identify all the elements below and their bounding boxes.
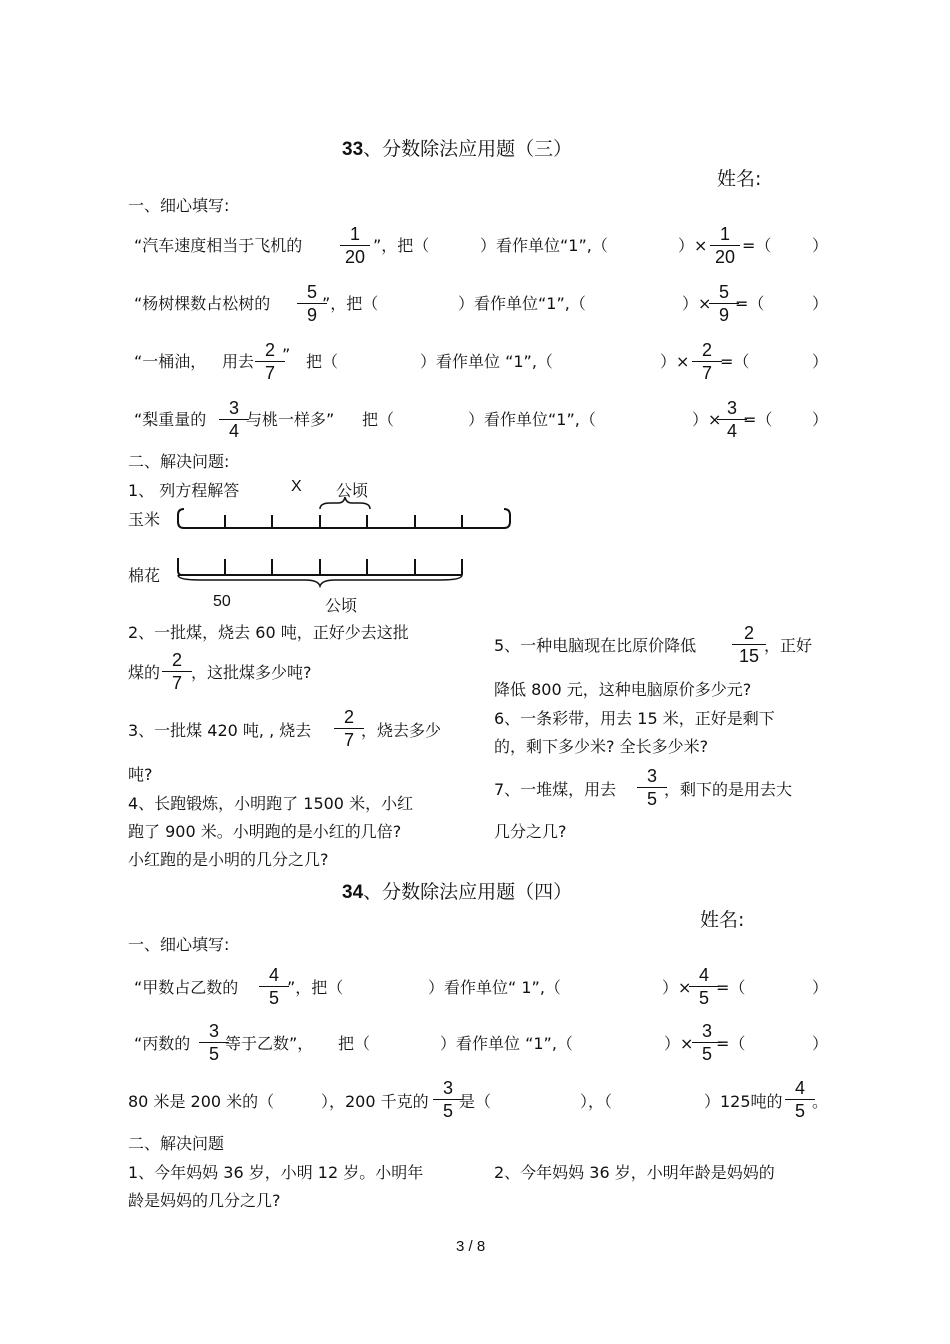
question-2-fraction: $\frac{2}{7}$ [162, 649, 192, 694]
unknown-x-label: X [291, 478, 302, 495]
s34-row-2-text-d: ）看作单位 “1”,（ [440, 1034, 573, 1053]
unit-bottom-label: 公顷 [325, 596, 358, 615]
s34-row-3-text-b: ），200 千克的 [321, 1092, 429, 1111]
fraction-1-20-b: $\frac{1}{20}$ [710, 223, 740, 268]
fraction-5-9-b: $\frac{5}{9}$ [709, 281, 739, 326]
corn-label: 玉米 [128, 510, 161, 529]
fill-row-3-text-d: ）看作单位 “1”,（ [420, 352, 553, 371]
top-brace [320, 497, 370, 509]
s34-row-1-close: ） [812, 978, 829, 997]
cotton-label: 棉花 [128, 566, 161, 585]
section-34-title-text: 、分数除法应用题（四） [363, 881, 573, 903]
segment-diagram [170, 495, 520, 595]
fill-row-2-times: ）× [682, 294, 712, 313]
s34-question-1-line-1: 1、今年妈妈 36 岁，小明 12 岁。小明年 [128, 1163, 424, 1182]
question-4-line-3: 小红跑的是小明的几分之几? [128, 850, 329, 869]
section-33-title [342, 134, 572, 161]
question-3-fraction: $\frac{2}{7}$ [334, 706, 364, 751]
question-7-fraction: $\frac{3}{5}$ [637, 765, 667, 810]
fill-row-3-text-b: 用去 [222, 352, 255, 371]
fill-row-2-equals: =（ [735, 294, 765, 313]
fraction-5-9: $\frac{5}{9}$ [297, 281, 327, 326]
fill-row-3-close: ） [812, 352, 829, 371]
fill-row-4-text-a: “梨重量的 [134, 410, 207, 429]
s34-row-2-equals: =（ [716, 1034, 746, 1053]
page-number: 3 / 8 [456, 1238, 486, 1255]
question-7-line-1b: ，剩下的是用去大 [664, 780, 793, 799]
fill-row-4-close: ） [812, 410, 829, 429]
question-4-line-2: 跑了 900 米。小明跑的是小红的几倍? [128, 822, 402, 841]
fill-row-4-text-d: ）看作单位“1”,（ [468, 410, 596, 429]
fill-row-1-text-c: ）看作单位“1”,（ [480, 236, 608, 255]
name-label-33: 姓名: [717, 168, 762, 190]
s34-row-2-text-b: 等于乙数”， [225, 1034, 314, 1053]
s34-fraction-4-5: $\frac{4}{5}$ [259, 964, 289, 1009]
part2-heading-33: 二、解决问题: [128, 452, 230, 471]
part2-heading-34: 二、解决问题 [128, 1134, 225, 1153]
s34-question-1-line-2: 龄是妈妈的几分之几? [128, 1191, 281, 1210]
fill-row-2-close: ） [812, 294, 829, 313]
fill-row-1-text-a: “汽车速度相当于飞机的 [134, 236, 303, 255]
s34-row-1-times: ）× [662, 978, 692, 997]
s34-row-3-text-a: 80 米是 200 米的（ [128, 1092, 275, 1111]
fill-row-1-times: ）× [678, 236, 708, 255]
fill-row-2-text-a: “杨树棵数占松树的 [134, 294, 271, 313]
question-2-line-2a: 煤的 [128, 663, 161, 682]
question-5-line-1b: ，正好 [764, 636, 813, 655]
name-label-34: 姓名: [700, 909, 745, 931]
s34-question-2-line-1: 2、今年妈妈 36 岁，小明年龄是妈妈的 [494, 1163, 775, 1182]
s34-row-3-text-d: ），（ [580, 1092, 613, 1111]
question-7-line-1a: 7、一堆煤，用去 [494, 780, 617, 799]
s34-row-2-text-c: 把（ [338, 1034, 371, 1053]
fill-row-3-equals: =（ [720, 352, 750, 371]
fill-row-2-text-b: ”，把（ [322, 294, 379, 313]
question-3-line-1b: ，烧去多少 [361, 721, 442, 740]
question-6-line-1: 6、一条彩带，用去 15 米，正好是剩下 [494, 709, 775, 728]
s34-row-1-text-c: ）看作单位“ 1”,（ [428, 978, 561, 997]
question-3-line-1a: 3、一批煤 420 吨, , 烧去 [128, 721, 312, 740]
fill-row-4-text-c: 把（ [362, 410, 395, 429]
fraction-3-4-b: $\frac{3}{4}$ [717, 397, 747, 442]
fill-row-2-text-c: ）看作单位“1”,（ [458, 294, 586, 313]
s34-row-3-text-c: 是（ [459, 1092, 492, 1111]
part1-heading-34: 一、细心填写: [128, 935, 230, 954]
question-2-line-1: 2、一批煤，烧去 60 吨，正好少去这批 [128, 623, 409, 642]
s34-row-1-text-b: ”，把（ [287, 978, 344, 997]
s34-row-2-close: ） [812, 1034, 829, 1053]
cotton-value: 50 [213, 593, 231, 610]
corn-bar [178, 509, 510, 528]
fill-row-3-text-c: 把（ [306, 352, 339, 371]
fill-row-1-equals: =（ [742, 236, 772, 255]
s34-fraction-3-5: $\frac{3}{5}$ [199, 1020, 229, 1065]
question-5-line-2: 降低 800 元，这种电脑原价多少元? [494, 680, 752, 699]
s34-fraction-4-5-b: $\frac{4}{5}$ [689, 964, 719, 1009]
question-6-line-2: 的，剩下多少米? 全长多少米? [494, 737, 709, 756]
fill-row-1-text-b: ”，把（ [373, 236, 430, 255]
fill-row-3-quote: ” [282, 345, 291, 364]
fraction-2-7-b: $\frac{2}{7}$ [692, 339, 722, 384]
fraction-2-7: $\frac{2}{7}$ [255, 339, 285, 384]
question-1-label: 1、 列方程解答 [128, 481, 240, 500]
question-7-line-2: 几分之几? [494, 822, 567, 841]
s34-row-2-text-a: “丙数的 [134, 1034, 191, 1053]
s34-row-3-text-e: ）125吨的 [704, 1092, 783, 1111]
fraction-1-20: $\frac{1}{20}$ [340, 223, 370, 268]
s34-fraction-3-5-b: $\frac{3}{5}$ [692, 1020, 722, 1065]
section-34-number: 34 [342, 882, 364, 903]
fill-row-1-close: ） [812, 236, 829, 255]
s34-fraction-4-5-c: $\frac{4}{5}$ [785, 1077, 815, 1122]
fill-row-3-times: ）× [660, 352, 690, 371]
question-3-line-2: 吨? [128, 765, 153, 784]
s34-row-3-period: 。 [812, 1092, 829, 1111]
part1-heading-33: 一、细心填写: [128, 196, 230, 215]
question-2-line-2b: ，这批煤多少吨? [191, 663, 312, 682]
fill-row-3-text-a: “一桶油， [134, 352, 207, 371]
unit-top-label: 公顷 [336, 481, 369, 500]
bottom-brace [178, 575, 462, 586]
fill-row-4-text-b: 与桃一样多” [246, 410, 335, 429]
s34-row-1-equals: =（ [716, 978, 746, 997]
section-34-title [342, 877, 572, 904]
question-5-fraction: $\frac{2}{15}$ [732, 622, 766, 667]
fill-row-4-equals: =（ [743, 410, 773, 429]
fill-row-4-times: ）× [692, 410, 722, 429]
section-33-title-text: 、分数除法应用题（三） [363, 138, 573, 160]
s34-fraction-3-5-c: $\frac{3}{5}$ [433, 1077, 463, 1122]
s34-row-2-times: ）× [664, 1034, 694, 1053]
fraction-3-4: $\frac{3}{4}$ [219, 397, 249, 442]
question-5-line-1a: 5、一种电脑现在比原价降低 [494, 636, 697, 655]
question-4-line-1: 4、长跑锻炼，小明跑了 1500 米，小红 [128, 794, 414, 813]
s34-row-1-text-a: “甲数占乙数的 [134, 978, 239, 997]
section-33-number: 33 [342, 139, 364, 160]
cotton-bar [178, 558, 462, 575]
